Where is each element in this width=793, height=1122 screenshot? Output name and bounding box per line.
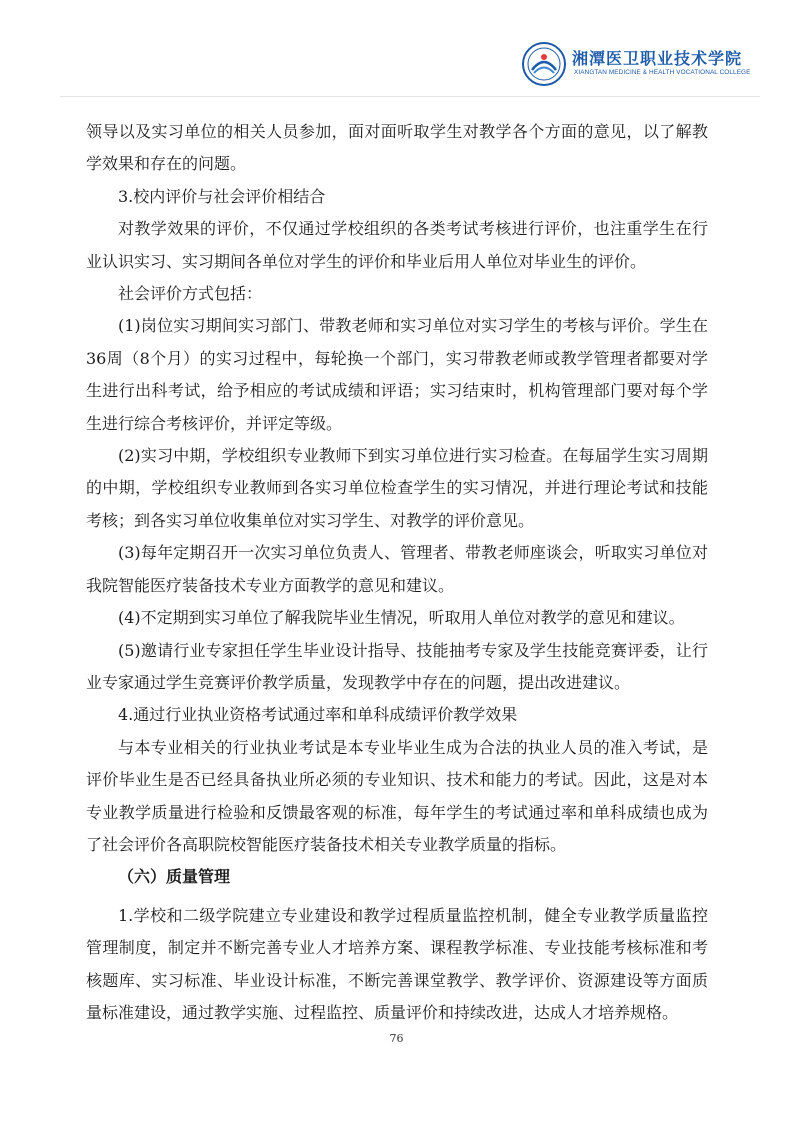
school-emblem-icon [522, 42, 566, 86]
school-name-en: XIANGTAN MEDICINE & HEALTH VOCATIONAL COLLEGE [574, 69, 751, 76]
school-logo [522, 40, 767, 90]
paragraph: 社会评价方式包括： [118, 284, 263, 304]
section-heading: 4.通过行业执业资格考试通过率和单科成绩评价教学效果 [118, 705, 518, 725]
paragraph: 与本专业相关的行业执业考试是本专业毕业生成为合法的执业人员的准入考试，是评价毕业生是否已经具备执业所必须的专业知识、技术和能力的考试。因此，这是对本专业教学质量进行检验和反馈最客观的标准，每年学生的考试通过率和单科成绩也成为了社会评价各高职院校智能医疗装备技术相关专业教学质量的指标。 [86, 737, 708, 854]
paragraph: 领导以及实习单位的相关人员参加，面对面听取学生对教学各个方面的意见，以了解教学效果和存在的问题。 [86, 122, 708, 174]
list-item: (4)不定期到实习单位了解我院毕业生情况，听取用人单位对教学的意见和建议。 [118, 608, 685, 628]
paragraph: 对教学效果的评价，不仅通过学校组织的各类考试考核进行评价，也注重学生在行业认识实习、实习期间各单位对学生的评价和毕业后用人单位对毕业生的评价。 [86, 219, 708, 271]
list-item: (1)岗位实习期间实习部门、带教老师和实习单位对实习学生的考核与评价。学生在36周（8个月）的实习过程中，每轮换一个部门，实习带教老师或教学管理者都要对学生进行出科考试，给予相应的考试成绩和评语；实习结束时，机构管理部门要对每个学生进行综合考核评价，并评定等级。 [86, 316, 708, 433]
section-heading: 3.校内评价与社会评价相结合 [118, 186, 326, 206]
document-body [86, 116, 708, 1029]
list-item: (3)每年定期召开一次实习单位负责人、管理者、带教老师座谈会，听取实习单位对我院智能医疗装备技术专业方面教学的意见和建议。 [86, 543, 708, 595]
page-number: 76 [389, 1032, 404, 1045]
chapter-heading: （六）质量管理 [118, 867, 231, 887]
list-item: (2)实习中期，学校组织专业教师下到实习单位进行实习检查。在每届学生实习周期的中期，学校组织专业教师到各实习单位检查学生的实习情况，并进行理论考试和技能考核；到各实习单位收集单位对实习学生、对教学的评价意见。 [86, 446, 708, 530]
paragraph: 1.学校和二级学院建立专业建设和教学过程质量监控机制，健全专业教学质量监控管理制度，制定并不断完善专业人才培养方案、课程教学标准、专业技能考核标准和考核题库、实习标准、毕业设计标准，不断完善课堂教学、教学评价、资源建设等方面质量标准建设，通过教学实施、过程监控、质量评价和持续改进，达成人才培养规格。 [86, 905, 708, 1022]
school-name-cn: 湘潭医卫职业技术学院 [572, 49, 743, 68]
list-item: (5)邀请行业专家担任学生毕业设计指导、技能抽考专家及学生技能竞赛评委，让行业专家通过学生竞赛评价教学质量，发现教学中存在的问题，提出改进建议。 [86, 640, 708, 692]
header-divider [60, 96, 760, 97]
